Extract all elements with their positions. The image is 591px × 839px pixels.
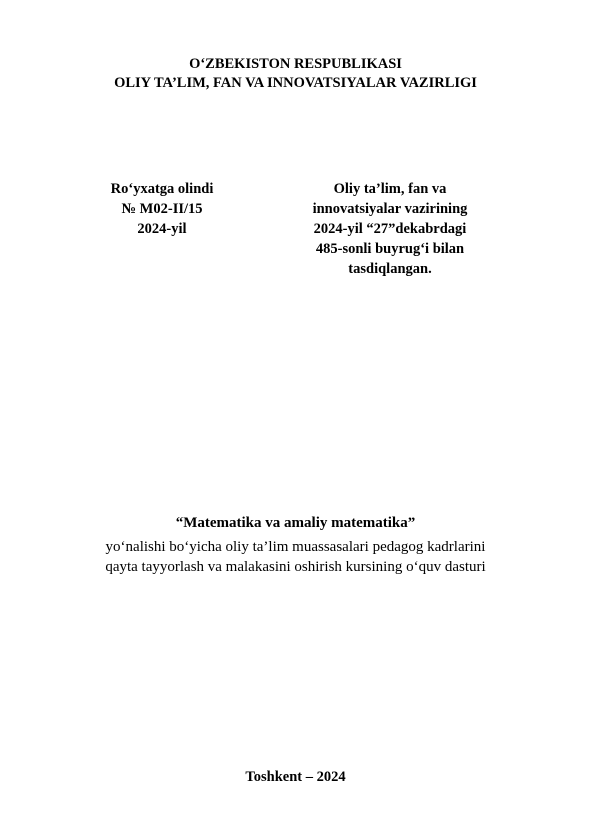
program-subtitle-line-2: qayta tayyorlash va malakasini oshirish kursining o‘quv dasturi — [105, 559, 486, 575]
registration-label: Ro‘yxatga olindi — [110, 181, 214, 197]
approval-line-2: innovatsiyalar vazirining — [312, 201, 468, 217]
registration-year: 2024-yil — [137, 221, 187, 237]
registration-number: № M02-II/15 — [121, 201, 203, 217]
approval-line-1: Oliy ta’lim, fan va — [333, 181, 447, 197]
republic-name: O‘ZBEKISTON RESPUBLIKASI — [189, 56, 402, 72]
ministry-name: OLIY TA’LIM, FAN VA INNOVATSIYALAR VAZIRLIGI — [114, 75, 477, 91]
place-year: Toshkent – 2024 — [245, 769, 346, 785]
program-title: “Matematika va amaliy matematika” — [175, 515, 416, 531]
approval-line-3: 2024-yil “27”dekabrdagi — [313, 221, 467, 237]
approval-line-5: tasdiqlangan. — [348, 261, 432, 277]
approval-block — [295, 179, 485, 279]
approval-line-4: 485-sonli buyrug‘i bilan — [315, 241, 465, 257]
registration-block — [82, 179, 242, 239]
ministry-header — [0, 55, 591, 93]
program-title-block — [0, 513, 591, 577]
program-subtitle-line-1: yo‘nalishi bo‘yicha oliy ta’lim muassasalari pedagog kadrlarini — [105, 539, 486, 555]
